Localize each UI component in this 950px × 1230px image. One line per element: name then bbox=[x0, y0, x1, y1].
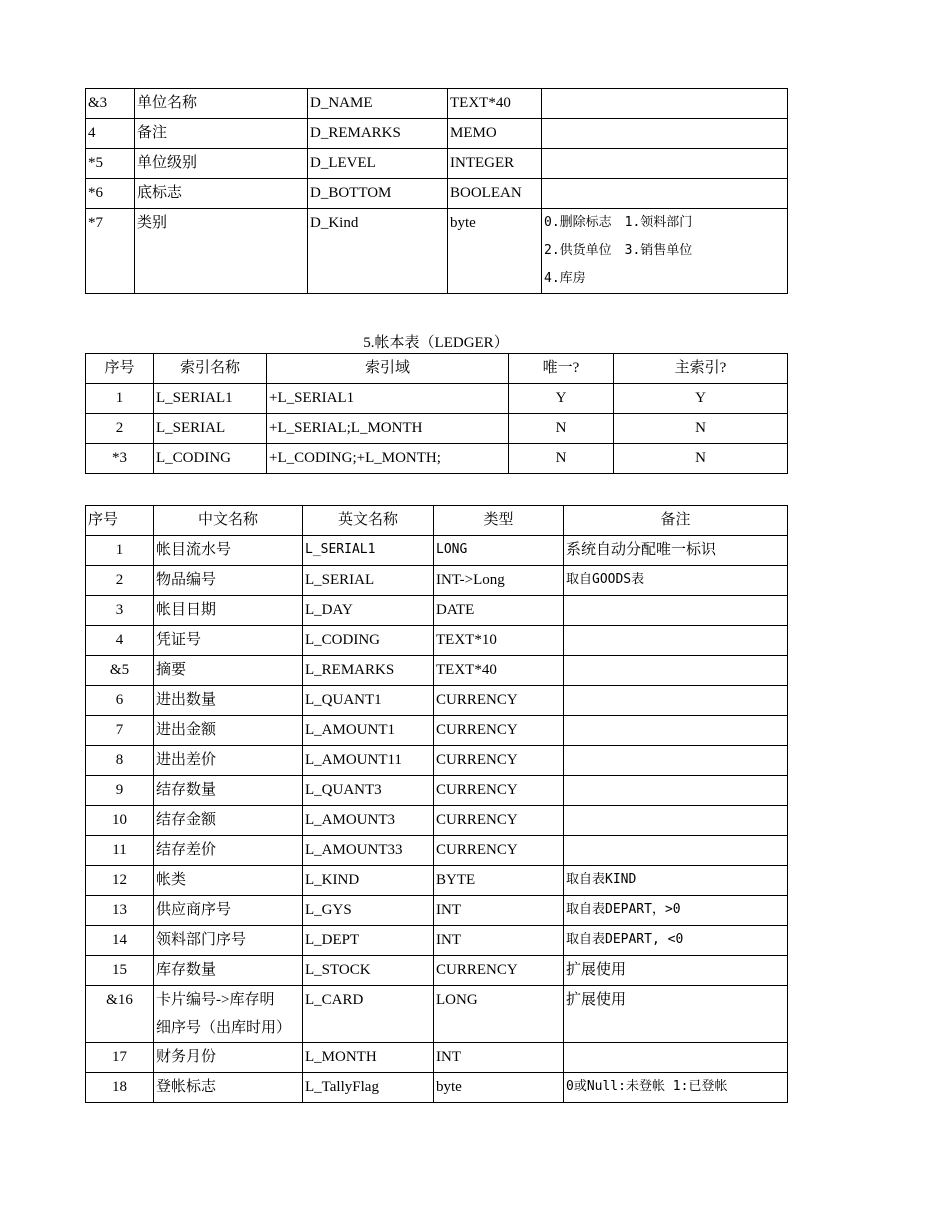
row-number: 1 bbox=[86, 536, 154, 566]
name-line: 卡片编号->库存明 bbox=[156, 992, 275, 1008]
table-row bbox=[86, 956, 788, 986]
chinese-name: 财务月份 bbox=[154, 1043, 303, 1073]
column-header: 序号 bbox=[86, 354, 154, 384]
english-name: L_AMOUNT3 bbox=[303, 806, 434, 836]
chinese-name: 结存金额 bbox=[154, 806, 303, 836]
row-number: 15 bbox=[86, 956, 154, 986]
english-name: L_QUANT3 bbox=[303, 776, 434, 806]
field-note bbox=[564, 656, 788, 686]
table-row bbox=[86, 836, 788, 866]
table-row bbox=[86, 656, 788, 686]
field-type: CURRENCY bbox=[434, 746, 564, 776]
english-name: L_QUANT1 bbox=[303, 686, 434, 716]
table-row bbox=[86, 444, 788, 474]
index-field: +L_CODING;+L_MONTH; bbox=[267, 444, 509, 474]
row-number: *3 bbox=[86, 444, 154, 474]
field-type: TEXT*10 bbox=[434, 626, 564, 656]
english-name: L_TallyFlag bbox=[303, 1073, 434, 1103]
english-name: L_AMOUNT33 bbox=[303, 836, 434, 866]
chinese-name: 物品编号 bbox=[154, 566, 303, 596]
field-type: TEXT*40 bbox=[448, 89, 542, 119]
english-name: L_SERIAL bbox=[303, 566, 434, 596]
field-note bbox=[564, 716, 788, 746]
note-line: 4.库房 bbox=[544, 271, 586, 286]
chinese-name: 进出数量 bbox=[154, 686, 303, 716]
field-note bbox=[542, 89, 788, 119]
chinese-name: 单位名称 bbox=[135, 89, 308, 119]
field-note bbox=[564, 1043, 788, 1073]
chinese-name: 领料部门序号 bbox=[154, 926, 303, 956]
row-number: 3 bbox=[86, 596, 154, 626]
field-note bbox=[542, 119, 788, 149]
row-number: 13 bbox=[86, 896, 154, 926]
english-name: D_REMARKS bbox=[308, 119, 448, 149]
field-note bbox=[564, 596, 788, 626]
department-fields-table bbox=[85, 88, 788, 294]
english-name: D_NAME bbox=[308, 89, 448, 119]
english-name: L_SERIAL1 bbox=[303, 536, 434, 566]
column-header: 类型 bbox=[434, 506, 564, 536]
field-type: INT bbox=[434, 926, 564, 956]
field-type: INT bbox=[434, 1043, 564, 1073]
field-note bbox=[542, 149, 788, 179]
field-type: CURRENCY bbox=[434, 806, 564, 836]
field-note bbox=[542, 179, 788, 209]
field-type: BYTE bbox=[434, 866, 564, 896]
english-name: L_GYS bbox=[303, 896, 434, 926]
field-note: 扩展使用 bbox=[564, 986, 788, 1043]
table-row bbox=[86, 384, 788, 414]
column-header: 索引域 bbox=[267, 354, 509, 384]
field-note: 取自GOODS表 bbox=[564, 566, 788, 596]
english-name: L_CODING bbox=[303, 626, 434, 656]
field-note bbox=[542, 209, 788, 294]
table-row bbox=[86, 414, 788, 444]
table-row bbox=[86, 926, 788, 956]
chinese-name: 帐类 bbox=[154, 866, 303, 896]
index-name: L_CODING bbox=[154, 444, 267, 474]
row-number: 4 bbox=[86, 119, 135, 149]
header-row bbox=[86, 354, 788, 384]
chinese-name: 单位级别 bbox=[135, 149, 308, 179]
field-note: 取自表DEPART, <0 bbox=[564, 926, 788, 956]
primary-flag: N bbox=[614, 414, 788, 444]
field-note bbox=[564, 776, 788, 806]
column-header: 中文名称 bbox=[154, 506, 303, 536]
field-note bbox=[564, 836, 788, 866]
field-type: CURRENCY bbox=[434, 686, 564, 716]
table-row bbox=[86, 596, 788, 626]
row-number: 10 bbox=[86, 806, 154, 836]
table-row bbox=[86, 566, 788, 596]
table-row bbox=[86, 746, 788, 776]
chinese-name: 类别 bbox=[135, 209, 308, 294]
english-name: L_MONTH bbox=[303, 1043, 434, 1073]
row-number: 11 bbox=[86, 836, 154, 866]
header-row bbox=[86, 506, 788, 536]
row-number: *6 bbox=[86, 179, 135, 209]
chinese-name: 结存数量 bbox=[154, 776, 303, 806]
field-note bbox=[564, 746, 788, 776]
field-note bbox=[564, 686, 788, 716]
field-type: CURRENCY bbox=[434, 776, 564, 806]
chinese-name: 底标志 bbox=[135, 179, 308, 209]
table-row bbox=[86, 89, 788, 119]
row-number: 9 bbox=[86, 776, 154, 806]
row-number: *5 bbox=[86, 149, 135, 179]
field-note: 系统自动分配唯一标识 bbox=[564, 536, 788, 566]
column-header: 英文名称 bbox=[303, 506, 434, 536]
chinese-name: 登帐标志 bbox=[154, 1073, 303, 1103]
chinese-name: 凭证号 bbox=[154, 626, 303, 656]
field-type: INT bbox=[434, 896, 564, 926]
row-number: 8 bbox=[86, 746, 154, 776]
row-number: 2 bbox=[86, 414, 154, 444]
row-number: 1 bbox=[86, 384, 154, 414]
row-number: 2 bbox=[86, 566, 154, 596]
unique-flag: Y bbox=[509, 384, 614, 414]
ledger-table-title: 5.帐本表（LEDGER） bbox=[363, 335, 509, 351]
field-type: BOOLEAN bbox=[448, 179, 542, 209]
table-row bbox=[86, 986, 788, 1043]
field-note: 取自表KIND bbox=[564, 866, 788, 896]
field-note bbox=[564, 806, 788, 836]
table-row bbox=[86, 536, 788, 566]
field-type: CURRENCY bbox=[434, 716, 564, 746]
field-note: 0或Null:未登帐 1:已登帐 bbox=[564, 1073, 788, 1103]
table-row bbox=[86, 716, 788, 746]
chinese-name: 供应商序号 bbox=[154, 896, 303, 926]
english-name: L_AMOUNT11 bbox=[303, 746, 434, 776]
table-row bbox=[86, 686, 788, 716]
english-name: D_Kind bbox=[308, 209, 448, 294]
table-row bbox=[86, 806, 788, 836]
field-type: LONG bbox=[434, 986, 564, 1043]
table-row bbox=[86, 179, 788, 209]
table-row bbox=[86, 896, 788, 926]
english-name: L_AMOUNT1 bbox=[303, 716, 434, 746]
ledger-index-table bbox=[85, 353, 788, 474]
field-type: byte bbox=[448, 209, 542, 294]
field-type: CURRENCY bbox=[434, 956, 564, 986]
field-type: MEMO bbox=[448, 119, 542, 149]
field-type: INT->Long bbox=[434, 566, 564, 596]
field-type: CURRENCY bbox=[434, 836, 564, 866]
row-number: 14 bbox=[86, 926, 154, 956]
row-number: 7 bbox=[86, 716, 154, 746]
column-header: 序号 bbox=[86, 506, 154, 536]
english-name: L_CARD bbox=[303, 986, 434, 1043]
row-number: 17 bbox=[86, 1043, 154, 1073]
table-row bbox=[86, 1043, 788, 1073]
column-header: 索引名称 bbox=[154, 354, 267, 384]
chinese-name: 进出金额 bbox=[154, 716, 303, 746]
row-number: 12 bbox=[86, 866, 154, 896]
column-header: 主索引? bbox=[614, 354, 788, 384]
note-line: 0.删除标志 1.领料部门 bbox=[544, 215, 693, 230]
chinese-name bbox=[154, 986, 303, 1043]
field-type: byte bbox=[434, 1073, 564, 1103]
table-row bbox=[86, 626, 788, 656]
index-field: +L_SERIAL1 bbox=[267, 384, 509, 414]
field-note bbox=[564, 626, 788, 656]
table-row bbox=[86, 119, 788, 149]
primary-flag: Y bbox=[614, 384, 788, 414]
table-row bbox=[86, 149, 788, 179]
field-note: 取自表DEPART，>0 bbox=[564, 896, 788, 926]
name-line: 细序号（出库时用） bbox=[156, 1020, 292, 1036]
english-name: L_REMARKS bbox=[303, 656, 434, 686]
table-row bbox=[86, 209, 788, 294]
chinese-name: 备注 bbox=[135, 119, 308, 149]
index-name: L_SERIAL1 bbox=[154, 384, 267, 414]
column-header: 唯一? bbox=[509, 354, 614, 384]
row-number: 6 bbox=[86, 686, 154, 716]
primary-flag: N bbox=[614, 444, 788, 474]
field-type: INTEGER bbox=[448, 149, 542, 179]
note-line: 2.供货单位 3.销售单位 bbox=[544, 243, 693, 258]
unique-flag: N bbox=[509, 444, 614, 474]
row-number: *7 bbox=[86, 209, 135, 294]
english-name: L_DAY bbox=[303, 596, 434, 626]
english-name: D_BOTTOM bbox=[308, 179, 448, 209]
table-row bbox=[86, 866, 788, 896]
english-name: D_LEVEL bbox=[308, 149, 448, 179]
chinese-name: 摘要 bbox=[154, 656, 303, 686]
chinese-name: 结存差价 bbox=[154, 836, 303, 866]
field-type: DATE bbox=[434, 596, 564, 626]
chinese-name: 帐目日期 bbox=[154, 596, 303, 626]
chinese-name: 进出差价 bbox=[154, 746, 303, 776]
chinese-name: 帐目流水号 bbox=[154, 536, 303, 566]
index-field: +L_SERIAL;L_MONTH bbox=[267, 414, 509, 444]
field-note: 扩展使用 bbox=[564, 956, 788, 986]
column-header: 备注 bbox=[564, 506, 788, 536]
chinese-name: 库存数量 bbox=[154, 956, 303, 986]
ledger-fields-table bbox=[85, 505, 788, 1103]
english-name: L_KIND bbox=[303, 866, 434, 896]
row-number: &16 bbox=[86, 986, 154, 1043]
row-number: &5 bbox=[86, 656, 154, 686]
table-row bbox=[86, 1073, 788, 1103]
row-number: 4 bbox=[86, 626, 154, 656]
english-name: L_DEPT bbox=[303, 926, 434, 956]
unique-flag: N bbox=[509, 414, 614, 444]
field-type: LONG bbox=[434, 536, 564, 566]
field-type: TEXT*40 bbox=[434, 656, 564, 686]
row-number: &3 bbox=[86, 89, 135, 119]
english-name: L_STOCK bbox=[303, 956, 434, 986]
row-number: 18 bbox=[86, 1073, 154, 1103]
table-row bbox=[86, 776, 788, 806]
index-name: L_SERIAL bbox=[154, 414, 267, 444]
